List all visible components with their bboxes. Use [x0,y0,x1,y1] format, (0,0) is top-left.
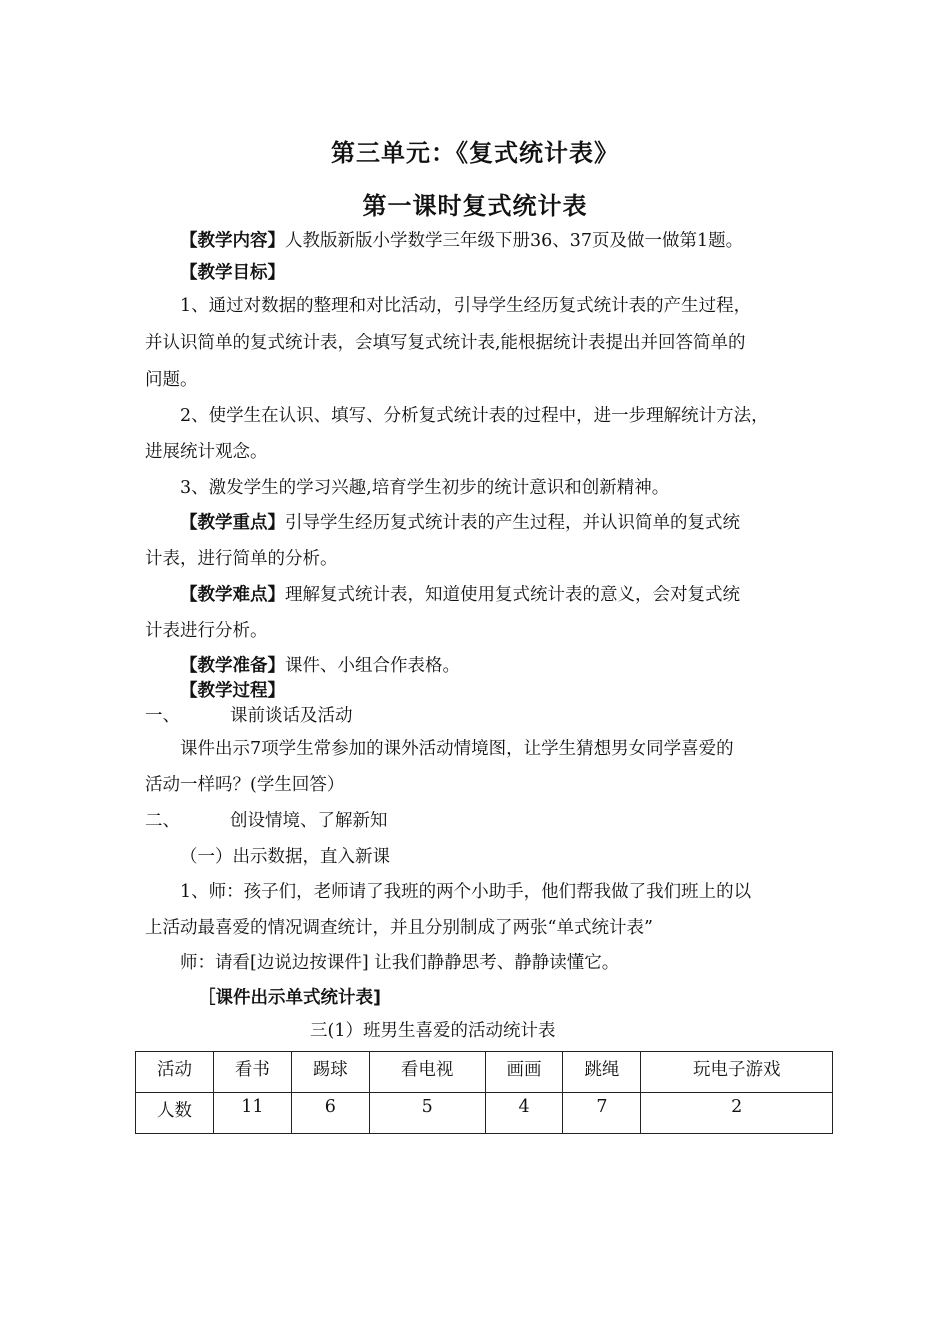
key-points [180,511,740,535]
prep-text: 课件、小组合作表格。 [285,656,460,676]
table-cell: 4 [485,1093,563,1134]
section2-number: 二、 [145,811,180,831]
goal2-line1: 2、使学生在认识、填写、分析复式统计表的过程中，进一步理解统计方法， [180,406,769,426]
table-cell: 2 [641,1093,833,1134]
goal3: 3、激发学生的学习兴趣,培育学生初步的统计意识和创新精神。 [180,478,670,498]
section1-para-line1: 课件出示7项学生常参加的课外活动情境图，让学生猜想男女同学喜爱的 [180,739,734,759]
teaching-content [180,229,743,253]
table-header-row [136,1052,833,1093]
para2: 师：请看[边说边按课件] 让我们静静思考、静静读懂它。 [180,953,620,973]
section1-heading [145,704,353,728]
activity-stat-table [135,1051,833,1134]
table-cell: 5 [369,1093,485,1134]
subsection1: （一）出示数据，直入新课 [180,847,390,867]
courseware-label: ［课件出示单式统计表] [198,988,381,1008]
para1-line1: 1、师：孩子们，老师请了我班的两个小助手，他们帮我做了我们班上的以 [180,882,752,902]
section1-number: 一、 [145,706,180,726]
goals-label: 【教学目标】 [180,263,285,283]
table-cell: 踢球 [291,1052,369,1093]
goal2-line2: 进展统计观念。 [145,442,268,462]
key-line2: 计表，进行简单的分析。 [145,549,338,569]
diff-label: 【教学难点】 [180,585,285,605]
content-text: 人教版新版小学数学三年级下册36、37页及做一做第1题。 [285,231,744,251]
table-cell: 玩电子游戏 [641,1052,833,1093]
table-cell: 11 [213,1093,291,1134]
unit-title: 第三单元：《复式统计表》 [331,139,619,167]
goal1-line1: 1、通过对数据的整理和对比活动，引导学生经历复式统计表的产生过程， [180,296,752,316]
prep-label: 【教学准备】 [180,656,285,676]
goal1-line2: 并认识简单的复式统计表，会填写复式统计表,能根据统计表提出并回答简单的 [145,333,746,353]
content-label: 【教学内容】 [180,231,285,251]
section1-para-line2: 活动一样吗？(学生回答） [145,775,345,795]
table-row [136,1093,833,1134]
diff-text: 理解复式统计表，知道使用复式统计表的意义，会对复式统 [285,585,740,605]
table-cell: 画画 [485,1052,563,1093]
table-cell: 活动 [136,1052,214,1093]
diff-line2: 计表进行分析。 [145,621,268,641]
key-label: 【教学重点】 [180,513,285,533]
table-cell: 7 [563,1093,641,1134]
section2-title: 创设情境、了解新知 [230,811,388,831]
table-cell: 6 [291,1093,369,1134]
table-cell: 跳绳 [563,1052,641,1093]
preparation [180,654,460,678]
table-cell: 看书 [213,1052,291,1093]
table-cell: 人数 [136,1093,214,1134]
lesson-title: 第一课时复式统计表 [362,192,588,220]
section1-title: 课前谈话及活动 [230,706,353,726]
process-label: 【教学过程】 [180,681,285,701]
goal1-line3: 问题。 [145,370,198,390]
key-text: 引导学生经历复式统计表的产生过程，并认识简单的复式统 [285,513,740,533]
table-caption: 三(1）班男生喜爱的活动统计表 [310,1021,556,1041]
para1-line2: 上活动最喜爱的情况调查统计，并且分别制成了两张“单式统计表” [145,918,653,938]
section2-heading [145,809,388,833]
difficulty [180,583,740,607]
table-cell: 看电视 [369,1052,485,1093]
